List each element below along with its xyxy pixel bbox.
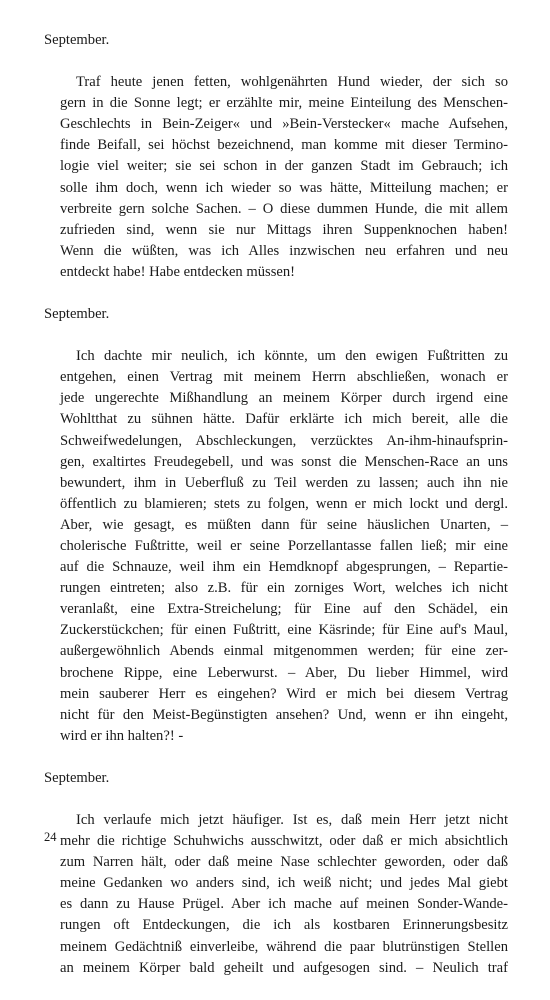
text-line: Geschlechts in Bein-Zeiger« und »Bein-Verstecker« mache Aufsehen,: [60, 116, 508, 133]
text-line: Traf heute jenen fetten, wohlgenährten Hund wieder, der sich so: [76, 74, 508, 91]
text-line: bewundert, ihm in Ueberfluß zu Teil werden zu lassen; auch ihn nie: [60, 474, 508, 491]
text-line: auf die Schnauze, weil ihm ein Hemdknopf abgesprungen, – Repartie-: [60, 559, 508, 576]
text-line: nicht für den Meist-Begünstigten ansehen? Und, wenn er ihn eingeht,: [60, 706, 508, 723]
text-line: veranlaßt, eine Extra-Streichelung; für Eine auf den Schädel, ein: [60, 601, 508, 618]
text-line: wird er ihn halten?! -: [60, 727, 184, 744]
diary-entry-3: [44, 768, 508, 979]
text-line: mehr die richtige Schuhwichs ausschwitzt, oder daß er mich absichtlich: [60, 833, 508, 850]
text-line: Schweifwedelungen, Abschleckungen, verzücktes An-ihm-hinaufsprin-: [60, 432, 508, 449]
text-line: Wenn die wüßten, was ich Alles inzwischen neu erfahren und neu: [60, 242, 508, 259]
text-line: an meinem Körper bald geheilt und aufgesogen sind. – Neulich traf: [60, 959, 508, 976]
text-line: rungen oft Entdeckungen, die ich als kostbaren Erinnerungsbesitz: [60, 917, 508, 934]
diary-entry-1: [44, 30, 508, 283]
page-number: 24: [44, 830, 57, 844]
text-line: verbreite gern solche Sachen. – O diese dummen Hunde, die mit allem: [60, 200, 508, 217]
text-line: meinem Gedächtniß einverleibe, während die paar blutrünstigen Stellen: [60, 938, 508, 955]
entry-paragraph: [44, 346, 508, 747]
text-line: gen, exaltirtes Freudegebell, und was sonst die Menschen-Race an uns: [60, 453, 508, 470]
text-line: meine Gedanken wo anders sind, ich weiß nicht; und jedes Mal giebt: [60, 875, 508, 892]
entry-paragraph: [44, 810, 508, 979]
text-line: entgehen, einen Vertrag mit meinem Herrn abschließen, wonach er: [60, 369, 508, 386]
text-line: Wohltthat zu sühnen hätte. Dafür erklärte ich mich bereit, alle die: [60, 411, 508, 428]
text-line: cholerische Fußtritte, weil er seine Porzellantasse fallen ließ; mir eine: [60, 537, 508, 554]
diary-entry-2: [44, 304, 508, 747]
text-line: gern in die Sonne legt; er erzählte mir, meine Einteilung des Menschen-: [60, 95, 508, 112]
text-line: finde Beifall, sei höchst bezeichnend, man komme mit dieser Termino-: [60, 137, 508, 154]
text-line: zum Narren hält, oder daß meine Nase schlechter geworden, oder daß: [60, 854, 508, 871]
text-line: Ich dachte mir neulich, ich könnte, um den ewigen Fußtritten zu: [76, 348, 508, 365]
text-line: zufrieden sind, wenn sie nur Mittags ihren Suppenknochen haben!: [60, 221, 508, 238]
text-line: entdeckt habe! Habe entdecken müssen!: [60, 263, 296, 280]
text-line: rungen eintreten; also z.B. für ein zorniges Wort, welches ich nicht: [60, 580, 508, 597]
text-line: logie viel weiter; sie sei schon in der ganzen Stadt im Gebrauch; ich: [60, 158, 508, 175]
page-body: [44, 30, 508, 1000]
text-line: Zuckerstückchen; für einen Fußtritt, eine Käsrinde; für Eine auf's Maul,: [60, 622, 508, 639]
entry-paragraph: [44, 72, 508, 283]
text-line: mein sauberer Herr es eingehen? Wird er mich bei diesem Vertrag: [60, 685, 508, 702]
text-line: Ich verlaufe mich jetzt häufiger. Ist es, daß mein Herr jetzt nicht: [76, 812, 508, 828]
text-line: solle ihm doch, wenn ich wieder so was hätte, Mitteilung machen; er: [60, 179, 508, 196]
text-line: jede ungerechte Mißhandlung an meinem Körper durch irgend eine: [60, 390, 508, 407]
entry-heading: September.: [44, 306, 110, 323]
text-line: es dann zu Hause Prügel. Aber ich mache auf meinen Sonder-Wande-: [60, 896, 508, 913]
text-line: Aber, wie gesagt, es müßten dann für seine häuslichen Unarten, –: [60, 516, 508, 533]
entry-heading: September.: [44, 769, 110, 786]
text-line: öffentlich zu blamieren; stets zu folgen, wenn er mich lockt und dergl.: [60, 495, 508, 512]
text-line: außergewöhnlich Abends einmal mitgenommen werden; für eine zer-: [60, 643, 508, 660]
text-line: brochene Rippe, eine Leberwurst. – Aber, Du lieber Himmel, wird: [60, 664, 508, 681]
entry-heading: September.: [44, 32, 110, 48]
